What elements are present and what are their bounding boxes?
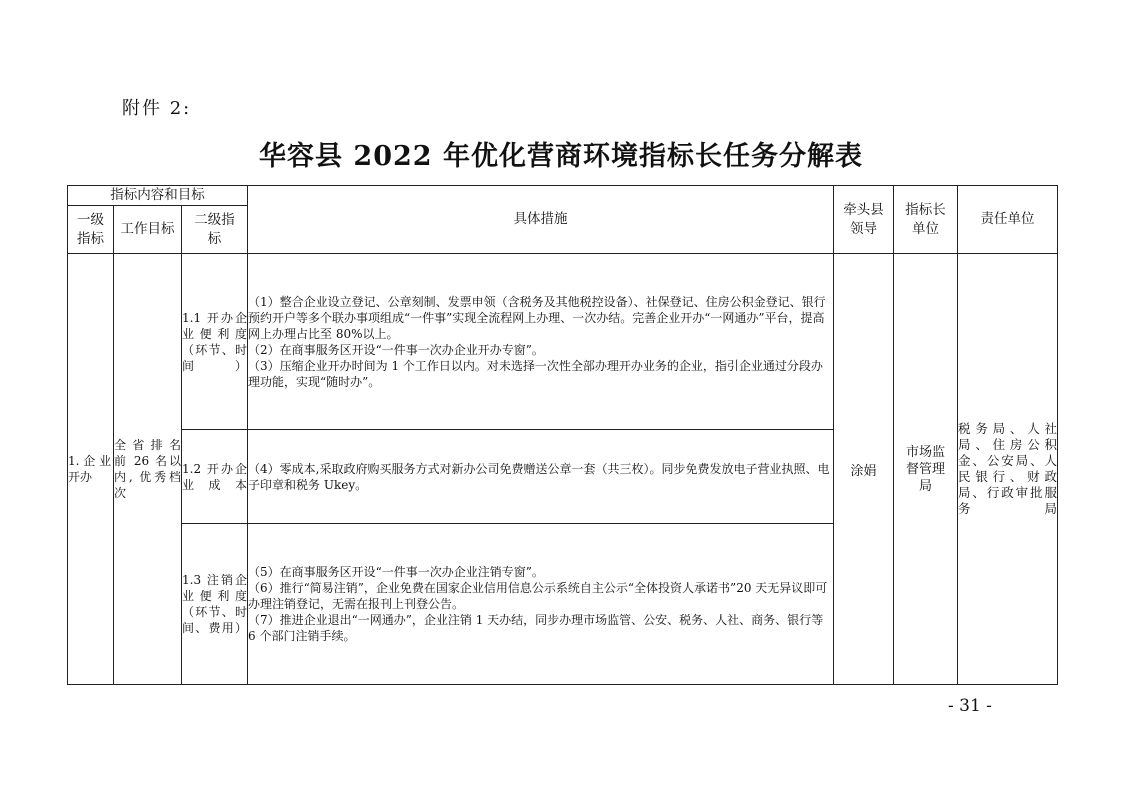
measure-item: （6）推行“简易注销”，企业免费在国家企业信用信息公示系统自主公示“全体投资人承诺书”20 天无异议即可办理注销登记，无需在报刊上刊登公告。 [248, 581, 828, 611]
level2-cell: 1.3 注销企 业便利度 （环节、时 间、费用） [182, 524, 248, 685]
measure-item: （1）整合企业设立登记、公章刻制、发票申领（含税务及其他税控设备）、社保登记、住房公积金登记、银行预约开户等多个联办事项组成“一件事”实现全流程网上办理、一次办结。完善企业开办“一网通办”平台，提高网上办理占比至 80%以上。 [248, 294, 826, 341]
header-goal: 工作目标 [114, 206, 182, 254]
header-group: 指标内容和目标 [68, 186, 248, 206]
responsible-cell: 税务局、人社局、住房公积金、公安局、人民银行、财政局、行政审批服务局 [958, 254, 1058, 685]
header-unit: 指标长单位 [894, 186, 958, 254]
level1-cell: 1. 企 业 开办 [68, 254, 114, 685]
measure-item: （2）在商事服务区开设“一件事一次办企业开办专窗”。 [248, 342, 544, 357]
measure-item: （3）压缩企业开办时间为 1 个工作日以内。对未选择一次性全部办理开办业务的企业，指引企业通过分段办理功能，实现“随时办”。 [248, 358, 823, 389]
table-row [68, 254, 1058, 430]
header-measures: 具体措施 [248, 186, 834, 254]
task-table [67, 185, 1058, 685]
level2-cell: 1.1 开办企 业便利度 （环节、时 间） [182, 254, 248, 430]
header-level1: 一级指标 [68, 206, 114, 254]
unit-cell: 市场监督管理局 [894, 254, 958, 685]
lead-cell: 涂娟 [834, 254, 894, 685]
document-title: 华容县 2022 年优化营商环境指标长任务分解表 [259, 141, 863, 172]
attachment-label: 附件 2: [122, 98, 192, 119]
measures-cell [248, 254, 834, 430]
goal-cell: 全 省 排 名 前 26 名以 内, 优秀档 次 [114, 254, 182, 685]
measures-cell [248, 524, 834, 685]
measure-item: （5）在商事服务区开设“一件事一次办企业注销专窗”。 [248, 565, 544, 579]
measures-cell [248, 430, 834, 524]
header-responsible: 责任单位 [958, 186, 1058, 254]
header-level2: 二级指标 [182, 206, 248, 254]
measure-item: （7）推进企业退出“一网通办”，企业注销 1 天办结，同步办理市场监管、公安、税务、人社、商务、银行等 6 个部门注销手续。 [248, 613, 824, 643]
level2-cell: 1.2 开办企 业成本 [182, 430, 248, 524]
page-number: - 31 - [948, 696, 992, 716]
measure-item: （4）零成本,采取政府购买服务方式对新办公司免费赠送公章一套（共三枚）。同步免费发放电子营业执照、电子印章和税务 Ukey。 [248, 461, 830, 492]
header-lead: 牵头县领导 [834, 186, 894, 254]
